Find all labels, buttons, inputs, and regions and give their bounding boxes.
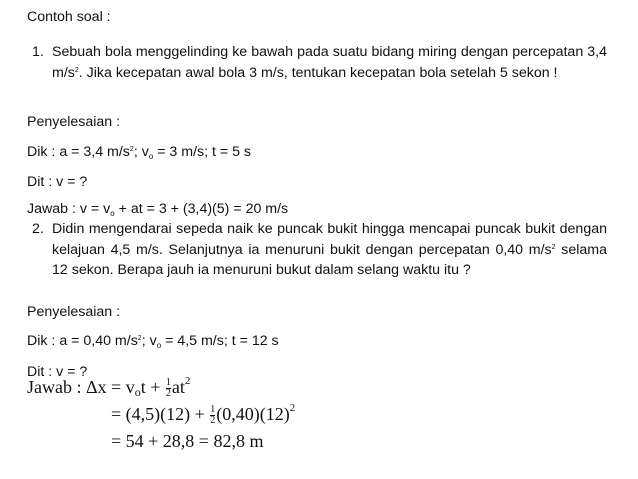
penyelesaian-2: Penyelesaian : <box>27 304 121 320</box>
heading: Contoh soal : <box>27 9 111 25</box>
dik-1-sub: o <box>148 152 154 161</box>
math-line-2 <box>111 404 295 426</box>
dik-1-c: = 3 m/s; t = 5 s <box>153 144 252 160</box>
math-line-1-exp: 2 <box>184 375 191 387</box>
dit-2: Dit : v = ? <box>27 364 88 380</box>
dik-1-b: ; v <box>133 144 149 160</box>
frac-den-2: 2 <box>210 415 216 427</box>
dik-1-a: Dik : a = 3,4 m/s <box>27 144 130 160</box>
math-line-1-c: at <box>171 377 185 397</box>
half-fraction-1 <box>166 378 171 399</box>
math-line-1-b: t + <box>140 377 161 397</box>
math-line-3: = 54 + 28,8 = 82,8 m <box>111 431 264 451</box>
frac-num-2: 1 <box>210 404 216 416</box>
dik-2-b: ; v <box>141 333 157 349</box>
dik-1-sup: 2 <box>129 146 134 153</box>
frac-num: 1 <box>165 377 171 389</box>
dik-2 <box>27 332 279 350</box>
math-line-1 <box>27 377 190 399</box>
problem-1-text-a: Sebuah bola menggelinding ke bawah pada suatu bidang miring dengan percepatan 3,4 m/s <box>52 44 607 81</box>
problem-1 <box>32 42 607 83</box>
math-line-1-sub: o <box>134 385 141 399</box>
math-line-1-a: Jawab : Δx = v <box>27 377 135 397</box>
problem-1-number: 1. <box>32 44 44 60</box>
dik-2-sup: 2 <box>137 335 142 342</box>
problem-2-text-b: selama 12 sekon. Berapa jauh ia menuruni bukut dalam selang waktu itu ? <box>52 241 607 278</box>
problem-2-number: 2. <box>32 221 44 237</box>
problem-1-text-b: . Jika kecepatan awal bola 3 m/s, tentukan kecepatan bola setelah 5 sekon ! <box>78 64 558 81</box>
dik-1 <box>27 143 251 161</box>
problem-1-superscript: 2 <box>74 66 79 74</box>
jawab-1 <box>27 200 288 218</box>
problem-2-text-a: Didin mengendarai sepeda naik ke puncak bukit hingga mencapai puncak bukit dengan kelajuan 4,5 m/s. Selanjutnya ia menuruni bukit dengan percepatan 0,40 m/s <box>52 221 607 258</box>
problem-2-superscript: 2 <box>551 243 556 251</box>
jawab-1-sub: o <box>110 209 115 218</box>
math-line-2-c: (0,40)(12) <box>216 404 290 424</box>
frac-den: 2 <box>165 388 171 400</box>
dik-2-c: = 4,5 m/s; t = 12 s <box>161 333 279 349</box>
dik-2-a: Dik : a = 0,40 m/s <box>27 333 138 349</box>
math-line-2-eq: = <box>111 404 126 424</box>
dit-1: Dit : v = ? <box>27 174 88 190</box>
jawab-1-b: + at = 3 + (3,4)(5) = 20 m/s <box>114 201 289 217</box>
math-line-2-exp: 2 <box>289 402 296 414</box>
jawab-1-a: Jawab : v = v <box>27 201 111 217</box>
dik-2-sub: o <box>156 341 162 350</box>
problem-2 <box>32 219 607 281</box>
half-fraction-2 <box>210 405 215 426</box>
math-line-2-b: (4,5)(12) + <box>125 404 205 424</box>
penyelesaian-1: Penyelesaian : <box>27 114 121 130</box>
